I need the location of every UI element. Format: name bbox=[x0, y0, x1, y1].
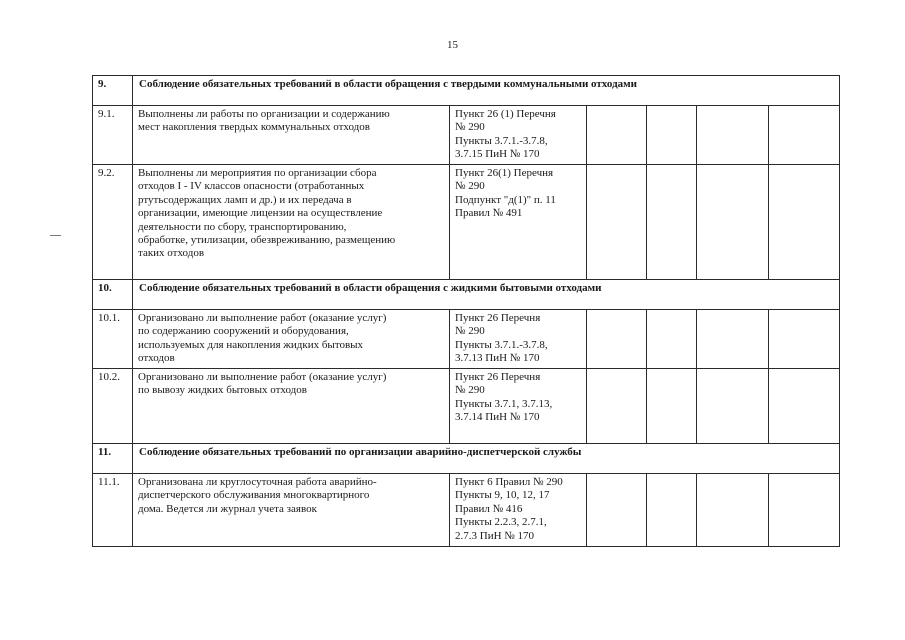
legal-reference-line: 3.7.14 ПиН № 170 bbox=[455, 411, 540, 424]
section-number: 9. bbox=[93, 76, 133, 106]
section-header-row bbox=[93, 280, 840, 310]
answer-cell[interactable] bbox=[587, 310, 647, 369]
requirement-text-line: диспетчерского обслуживания многоквартирного bbox=[138, 489, 370, 502]
answer-cell[interactable] bbox=[587, 474, 647, 547]
table-body bbox=[93, 76, 840, 547]
legal-reference-line: Пункт 6 Правил № 290 bbox=[455, 476, 563, 488]
item-number: 10.2. bbox=[93, 369, 133, 444]
requirement-text-line: Организовано ли выполнение работ (оказание услуг) bbox=[138, 312, 387, 324]
requirement-text-line: ртутьсодержащих ламп и др.) и их передача в bbox=[138, 193, 352, 206]
section-title: Соблюдение обязательных требований в области обращения с жидкими бытовыми отходами bbox=[133, 280, 840, 310]
section-number: 10. bbox=[93, 280, 133, 310]
requirement-text-line: деятельности по сбору, транспортированию, bbox=[138, 220, 347, 233]
section-title: Соблюдение обязательных требований в области обращения с твердыми коммунальными отходами bbox=[133, 76, 840, 106]
requirement-text-line: организации, имеющие лицензии на осуществление bbox=[138, 207, 383, 220]
answer-cell[interactable] bbox=[697, 474, 769, 547]
legal-reference-line: № 290 bbox=[455, 180, 485, 193]
legal-reference-line: 3.7.13 ПиН № 170 bbox=[455, 352, 540, 365]
answer-cell[interactable] bbox=[697, 369, 769, 444]
answer-cell[interactable] bbox=[769, 310, 840, 369]
requirement-text-line: таких отходов bbox=[138, 247, 205, 260]
legal-reference bbox=[450, 474, 587, 547]
item-number: 10.1. bbox=[93, 310, 133, 369]
answer-cell[interactable] bbox=[587, 369, 647, 444]
requirement-text-line: Организовано ли выполнение работ (оказание услуг) bbox=[138, 371, 387, 383]
requirement-text-line: обработке, утилизации, обезвреживанию, размещению bbox=[138, 234, 396, 247]
legal-reference-line: Пункты 2.2.3, 2.7.1, bbox=[455, 516, 547, 529]
margin-mark bbox=[50, 235, 61, 236]
section-title: Соблюдение обязательных требований по организации аварийно-диспетчерской службы bbox=[133, 444, 840, 474]
legal-reference-line: Пункт 26 (1) Перечня bbox=[455, 108, 556, 120]
legal-reference-line: Правил № 416 bbox=[455, 502, 523, 515]
section-header-row bbox=[93, 76, 840, 106]
legal-reference bbox=[450, 310, 587, 369]
legal-reference bbox=[450, 106, 587, 165]
requirement-text bbox=[133, 369, 450, 444]
requirement-text-line: используемых для накопления жидких бытовых bbox=[138, 338, 364, 351]
requirement-text-line: по вывозу жидких бытовых отходов bbox=[138, 384, 307, 397]
legal-reference bbox=[450, 369, 587, 444]
answer-cell[interactable] bbox=[769, 369, 840, 444]
legal-reference-line: № 290 bbox=[455, 325, 485, 338]
answer-cell[interactable] bbox=[697, 310, 769, 369]
requirement-row bbox=[93, 474, 840, 547]
legal-reference-line: Пункт 26(1) Перечня bbox=[455, 167, 554, 179]
requirement-row bbox=[93, 106, 840, 165]
checklist-table bbox=[92, 75, 840, 547]
answer-cell[interactable] bbox=[587, 165, 647, 280]
requirement-row bbox=[93, 165, 840, 280]
answer-cell[interactable] bbox=[647, 310, 697, 369]
legal-reference-line: Подпункт "д(1)" п. 11 bbox=[455, 193, 556, 206]
answer-cell[interactable] bbox=[697, 165, 769, 280]
requirement-text-line: отходов I - IV классов опасности (отработанных bbox=[138, 180, 365, 193]
answer-cell[interactable] bbox=[697, 106, 769, 165]
requirement-row bbox=[93, 369, 840, 444]
requirement-text-line: Выполнены ли мероприятия по организации сбора bbox=[138, 167, 377, 179]
answer-cell[interactable] bbox=[647, 369, 697, 444]
legal-reference bbox=[450, 165, 587, 280]
legal-reference-line: 3.7.15 ПиН № 170 bbox=[455, 148, 540, 161]
legal-reference-line: Пункты 3.7.1.-3.7.8, bbox=[455, 134, 548, 147]
answer-cell[interactable] bbox=[647, 106, 697, 165]
answer-cell[interactable] bbox=[769, 106, 840, 165]
section-header-row bbox=[93, 444, 840, 474]
requirement-text-line: отходов bbox=[138, 352, 175, 365]
legal-reference-line: Пункты 9, 10, 12, 17 bbox=[455, 489, 550, 502]
legal-reference-line: № 290 bbox=[455, 121, 485, 134]
item-number: 11.1. bbox=[93, 474, 133, 547]
item-number: 9.2. bbox=[93, 165, 133, 280]
legal-reference-line: Пункты 3.7.1.-3.7.8, bbox=[455, 338, 548, 351]
item-number: 9.1. bbox=[93, 106, 133, 165]
legal-reference-line: Правил № 491 bbox=[455, 207, 523, 220]
legal-reference-line: № 290 bbox=[455, 384, 485, 397]
answer-cell[interactable] bbox=[647, 165, 697, 280]
requirement-text-line: мест накопления твердых коммунальных отходов bbox=[138, 121, 370, 134]
requirement-text-line: по содержанию сооружений и оборудования, bbox=[138, 325, 349, 338]
answer-cell[interactable] bbox=[647, 474, 697, 547]
answer-cell[interactable] bbox=[587, 106, 647, 165]
page-number: 15 bbox=[447, 39, 458, 51]
requirement-text bbox=[133, 106, 450, 165]
requirement-text-line: дома. Ведется ли журнал учета заявок bbox=[138, 502, 317, 515]
requirement-text bbox=[133, 165, 450, 280]
requirement-text bbox=[133, 474, 450, 547]
legal-reference-line: Пункт 26 Перечня bbox=[455, 371, 541, 383]
requirement-row bbox=[93, 310, 840, 369]
legal-reference-line: 2.7.3 ПиН № 170 bbox=[455, 529, 535, 542]
section-number: 11. bbox=[93, 444, 133, 474]
legal-reference-line: Пункты 3.7.1, 3.7.13, bbox=[455, 397, 553, 410]
requirement-text-line: Организована ли круглосуточная работа аварийно- bbox=[138, 476, 377, 488]
legal-reference-line: Пункт 26 Перечня bbox=[455, 312, 541, 324]
answer-cell[interactable] bbox=[769, 165, 840, 280]
requirement-text bbox=[133, 310, 450, 369]
answer-cell[interactable] bbox=[769, 474, 840, 547]
requirement-text-line: Выполнены ли работы по организации и содержанию bbox=[138, 108, 390, 120]
